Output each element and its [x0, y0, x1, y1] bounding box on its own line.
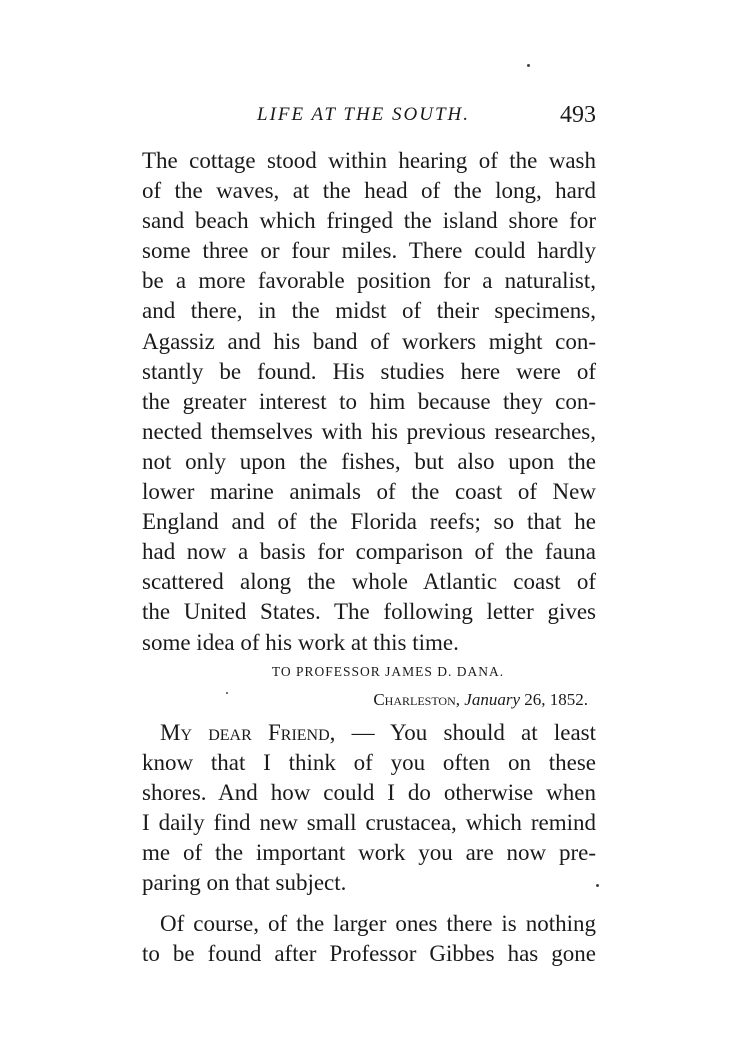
text-line: the United States. The following letter gives [142, 599, 596, 625]
letter-line: me of the important work you are now pre- [142, 840, 596, 866]
letter-line: Of course, of the larger ones there is nothing [160, 910, 596, 936]
text-line: be a more favorable position for a naturalist, [142, 268, 596, 294]
body-paragraph [142, 146, 596, 658]
paper-speck [226, 692, 228, 694]
dateline-year: 26, 1852. [520, 690, 588, 709]
text-line: had now a basis for comparison of the fauna [142, 539, 596, 565]
text-line: some three or four miles. There could hardly [142, 238, 596, 264]
text-line: of the waves, at the head of the long, hard [142, 178, 596, 204]
text-line: some idea of his work at this time. [142, 629, 459, 655]
letter-heading: TO PROFESSOR JAMES D. DANA. [271, 664, 505, 679]
paper-speck [527, 64, 530, 67]
letter-line: I daily find new small crustacea, which remind [142, 810, 596, 836]
paper-speck [596, 884, 599, 887]
text-line: not only upon the fishes, but also upon the [142, 448, 596, 474]
text-line: lower marine animals of the coast of New [142, 479, 596, 505]
letter-first-line [142, 718, 596, 748]
letter-line: know that I think of you often on these [142, 750, 596, 776]
dateline-date: January [464, 690, 520, 709]
page-number: 493 [560, 102, 596, 128]
text-line: stantly be found. His studies here were of [142, 358, 596, 384]
text-line: sand beach which fringed the island shore for [142, 208, 596, 234]
letter-line: to be found after Professor Gibbes has gone [142, 940, 596, 966]
letter-dateline [142, 690, 588, 710]
letter-body [142, 718, 596, 969]
text-line: England and of the Florida reefs; so that he [142, 509, 596, 535]
running-head: LIFE AT THE SOUTH. [257, 104, 471, 125]
letter-line: — You should at least [335, 720, 596, 745]
dateline-place: Charleston, [373, 690, 461, 709]
text-line: the greater interest to him because they con- [142, 388, 596, 414]
text-line: scattered along the whole Atlantic coast of [142, 569, 596, 595]
page-header [142, 104, 596, 138]
text-line: Agassiz and his band of workers might con- [142, 328, 596, 354]
salutation: My dear Friend, [160, 720, 336, 745]
text-line: nected themselves with his previous researches, [142, 418, 596, 444]
letter-line: paring on that subject. [142, 870, 347, 896]
text-line: and there, in the midst of their specimens, [142, 298, 596, 324]
letter-line: shores. And how could I do otherwise when [142, 780, 596, 806]
text-line: The cottage stood within hearing of the wash [142, 148, 596, 173]
